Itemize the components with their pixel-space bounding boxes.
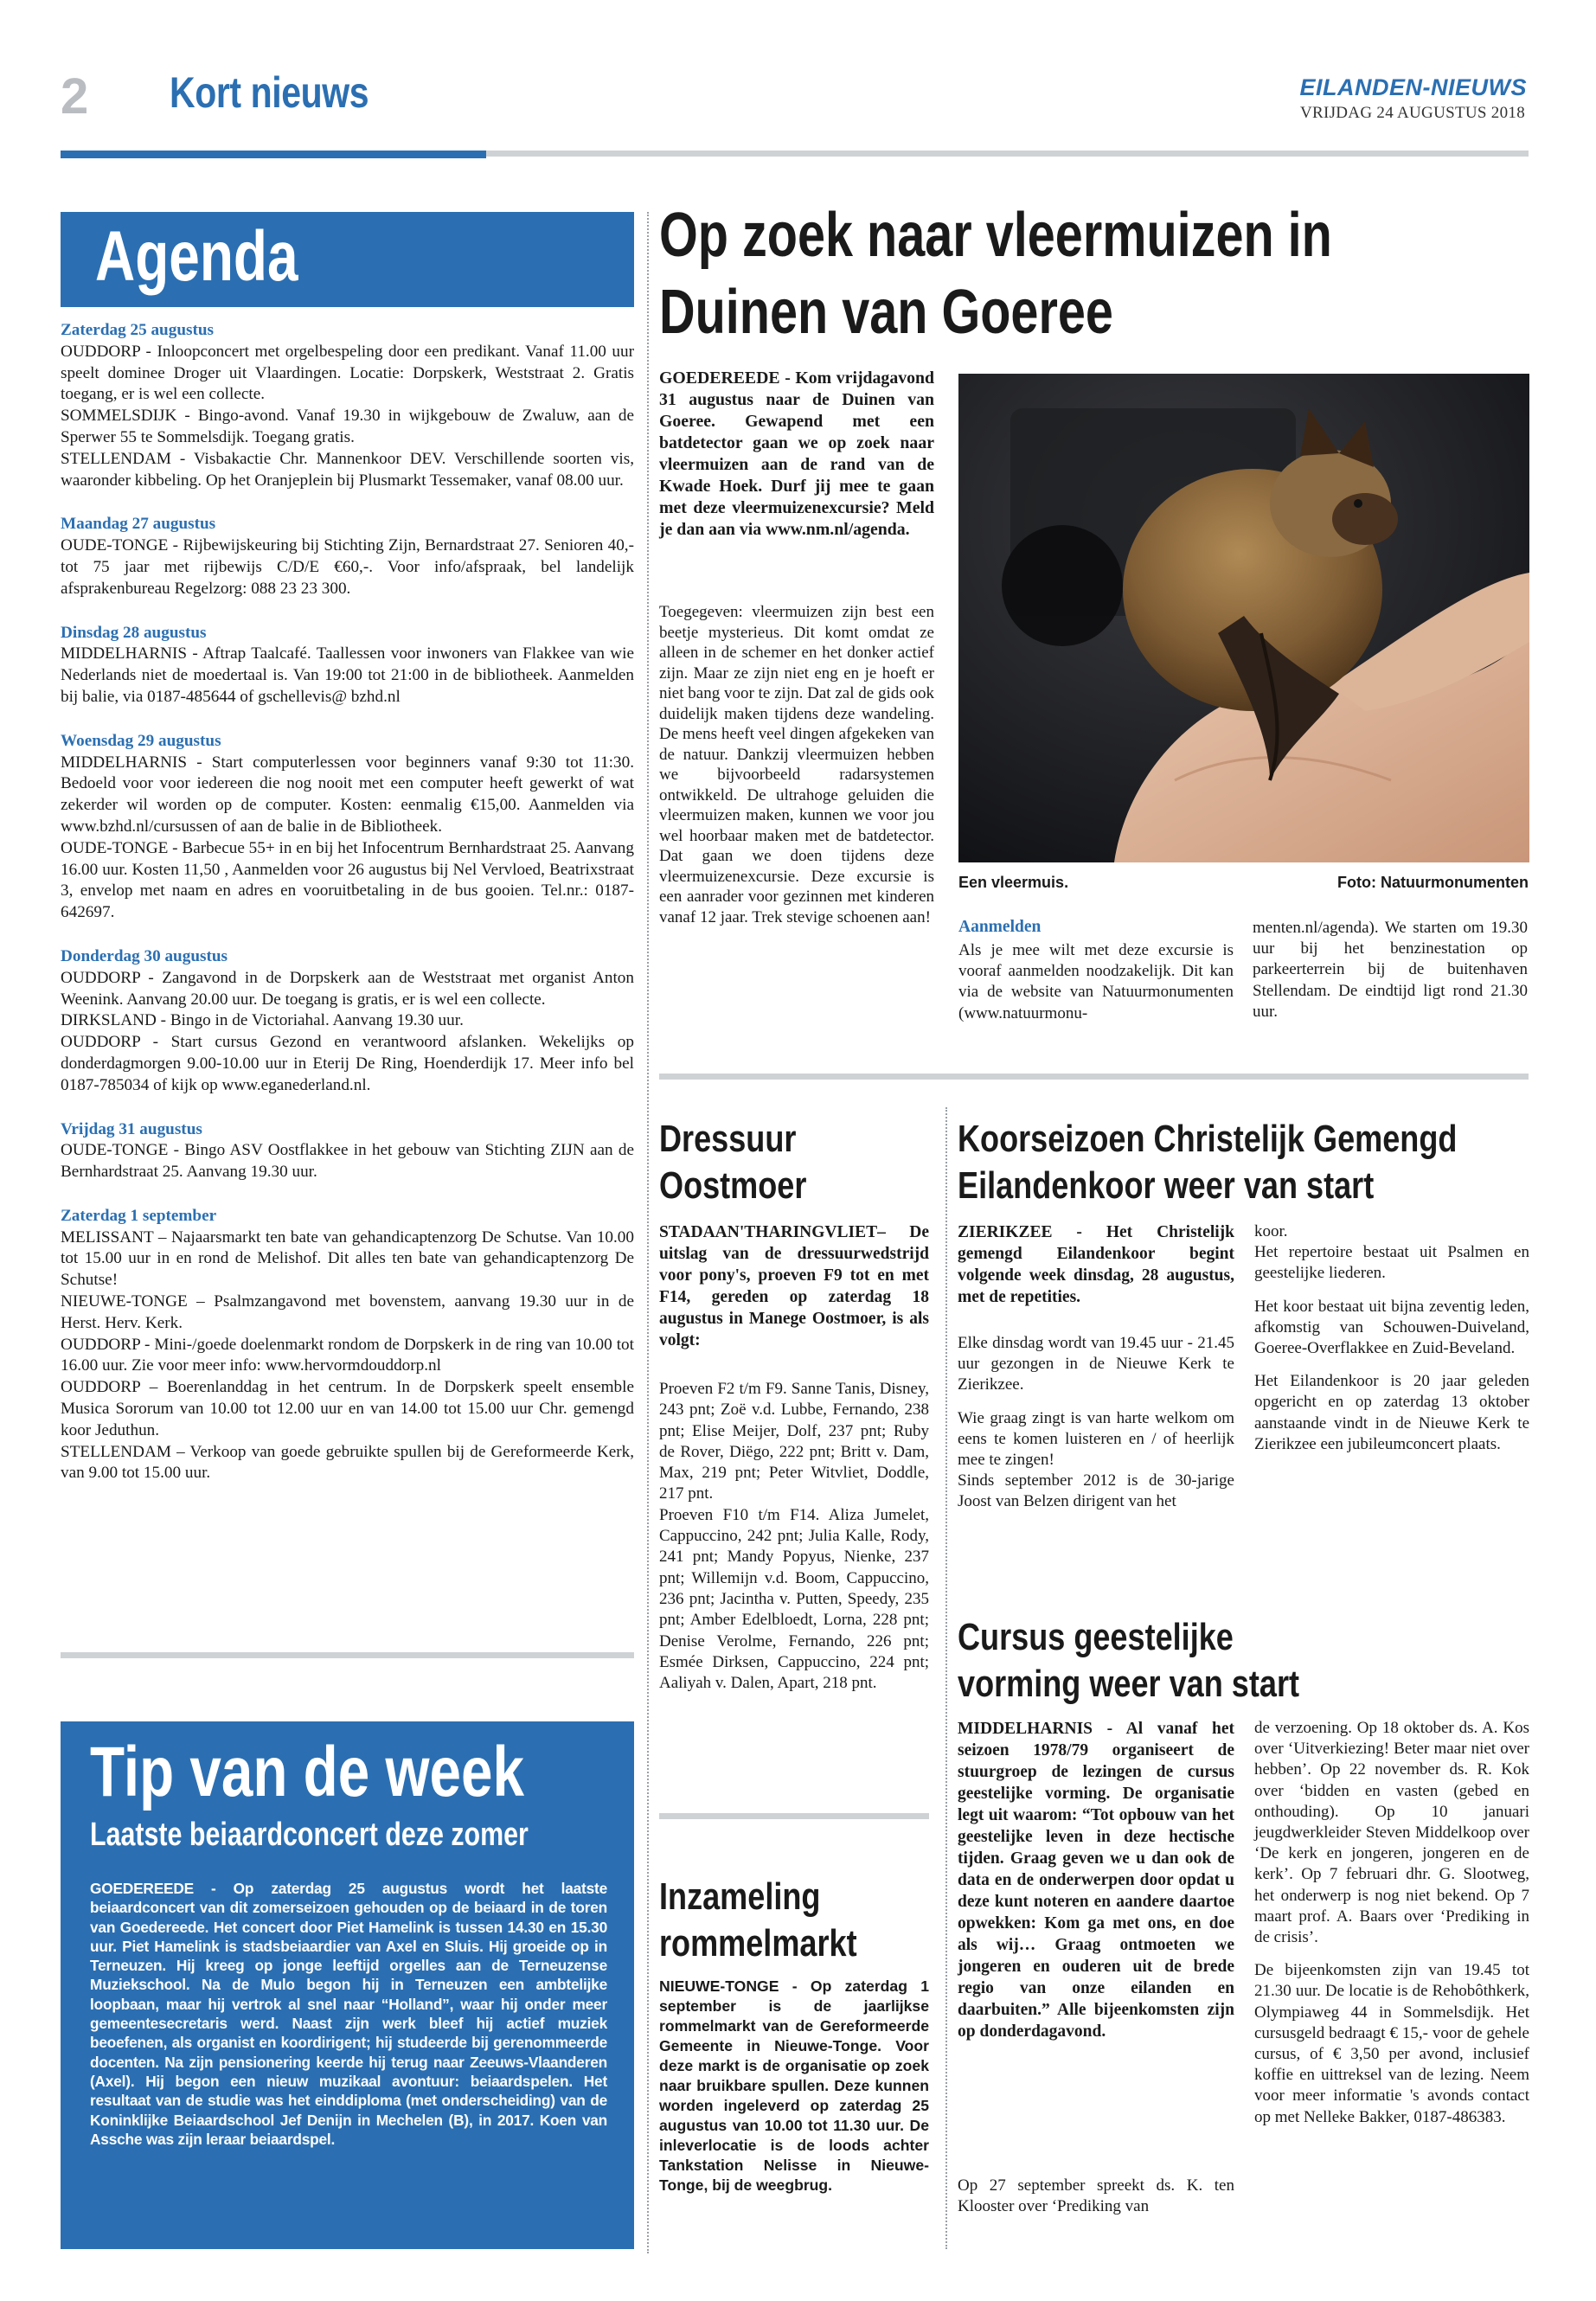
title-line: rommelmarkt	[659, 1922, 857, 1965]
paragraph: Wie graag zingt is van harte welkom om eens te komen luisteren en / of heerlijk mee te zingen!	[958, 1408, 1234, 1470]
agenda-item: OUDE-TONGE - Barbecue 55+ in en bij het Infocentrum Bernhardstraat 25. Aanvang 16.00 uur. Kosten 11,50 , Aanmelden voor 26 augustus bij Nel Vervloed, Beatrixstraat 3, envelop met naam en adres en vooruitbetaling in de bus gooien. Tel.nr.: 0187-642697.	[61, 838, 634, 922]
agenda-day-block	[61, 946, 634, 1097]
agenda-item: OUDDORP - Mini-/goede doelenmarkt rondom de Dorpskerk in de ring van 10.00 tot 16.00 uur. Zie voor meer info: www.hervormdouddorp.nl	[61, 1335, 634, 1375]
article-lead-dressuur: STADAAN'THARINGVLIET– De uitslag van de dressuurwedstrijd voor pony's, proeven F9 tot en met F14, gereden op zaterdag 18 augustus in Manege Oostmoer, is als volgt:	[659, 1223, 929, 1349]
agenda-day-heading: Zaterdag 25 augustus	[61, 321, 214, 339]
title-line: Inzameling	[659, 1875, 821, 1918]
results-f10-f14: Proeven F10 t/m F14. Aliza Jumelet, Cappuccino, 242 pnt; Julia Kalle, Rody, 241 pnt; Mandy Popyus, Nienke, 237 pnt; Willemijn v.d. Boom, Cappuccino, 236 pnt; Jacintha v. Putten, Speedy, 235 pnt; Amber Edelbloedt, Lorna, 228 pnt; Denise Verolme, Fernando, 226 pnt; Esmée Dirksen, Cappuccino, 224 pnt; Aaliyah v. Dalen, Apart, 218 pnt.	[659, 1505, 929, 1693]
agenda-day-heading: Zaterdag 1 september	[61, 1206, 217, 1225]
issue-date: VRIJDAG 24 AUGUSTUS 2018	[1299, 104, 1525, 122]
paragraph: Sinds september 2012 is de 30-jarige Joost van Belzen dirigent van het	[958, 1471, 1234, 1511]
agenda-item: MIDDELHARNIS - Aftrap Taalcafé. Taallessen voor inwoners van Flakkee van wie Nederlands niet de moedertaal is. Van 19:00 tot 21:00 in de bibliotheek. Aanmelden bij balie, via 0187-485644 of gschellevis@ bzhd.nl	[61, 644, 634, 706]
agenda-day-heading: Maandag 27 augustus	[61, 515, 216, 534]
paragraph: koor.	[1254, 1222, 1288, 1240]
column-divider	[647, 212, 649, 2253]
agenda-item: NIEUWE-TONGE – Psalmzangavond met bovenstem, aanvang 19.30 uur in de Herst. Herv. Kerk.	[61, 1292, 634, 1332]
aanmelden-text-col2: menten.nl/agenda). We starten om 19.30 uur bij het benzinestation op parkeerterrein bij de buitenhaven Stellendam. De eindtijd ligt rond 21.30 uur.	[1253, 919, 1528, 1021]
article-title-dressuur	[659, 1116, 806, 1209]
article-body-inzameling: NIEUWE-TONGE - Op zaterdag 1 september is de jaarlijkse rommelmarkt van de Gereformeerde Gemeente in Nieuwe-Tonge. Voor deze markt is de organisatie op zoek naar bruikbare spullen. Deze kunnen worden ingeleverd op zaterdag 25 augustus van 10.00 tot 11.30 uur. De inleverlocatie is de loods achter Tankstation Nelisse in Nieuwe-Tonge, bij de weegbrug.	[659, 1977, 929, 2194]
results-f2-f9: Proeven F2 t/m F9. Sanne Tanis, Disney, 243 pnt; Zoë v.d. Lubbe, Fernando, 238 pnt; Elise Meijer, Dolf, 237 pnt; Ruby de Rover, Diëgo, 222 pnt; Britt v. Dam, Max, 219 pnt; Peter Witvliet, Doddle, 217 pnt.	[659, 1380, 929, 1503]
article-body-dressuur	[659, 1379, 929, 1694]
agenda-day-block	[61, 1119, 634, 1183]
title-line: Oostmoer	[659, 1164, 807, 1207]
article-title-koor	[958, 1116, 1457, 1209]
photo-credit: Foto: Natuurmonumenten	[1337, 874, 1529, 891]
agenda-item: STELLENDAM – Verkoop van goede gebruikte spullen bij de Gereformeerde Kerk, van 9.00 tot 15.00 uur.	[61, 1442, 634, 1483]
article-body-cursus-col2	[1254, 1718, 1529, 2128]
section-rule	[659, 1074, 1529, 1080]
article-body-cursus-col1: Op 27 september spreekt ds. K. ten Klooster over ‘Prediking van	[958, 2176, 1234, 2216]
agenda-list	[61, 320, 634, 1507]
paragraph: de verzoening. Op 18 oktober ds. A. Kos over ‘Uitverkiezing! Beter maar niet over hebben’. Op 22 november ds. R. Kok over ‘bidden en vasten (gebed en onthouding). Op 10 januari jeugdwerkleider Steven Middelkoop over ‘De kerk en jongeren, jongeren en de kerk’. Op 7 februari dhr. G. Slootweg, het onderwerp is nog niet bekend. Op 7 maart prof. A. Baars over ‘Prediking in de crisis’.	[1254, 1719, 1529, 1947]
agenda-day-block	[61, 1206, 634, 1484]
article-lead-cursus: MIDDELHARNIS - Al vanaf het seizoen 1978/79 organiseert de stuurgroep de lezingen de cursus geestelijke vorming. De organisatie legt uit waarom: “Tot opbouw van het geestelijke leven in deze hectische tijden. Graag geven we u dan ook de data en de onderwerpen door opdat u deze kunt noteren en aandere daartoe opwekken: Kom ga met ons, en doe als wij… Graag ontmoeten we jongeren en ouderen uit de brede regio van onze eilanden en daarbuiten.” Alle bijeenkomsten zijn op donderdagavond.	[958, 1720, 1234, 2041]
article-lead-vleermuizen: GOEDEREEDE - Kom vrijdagavond 31 augustus naar de Duinen van Goeree. Gewapend met een batdetector gaan we op zoek naar vleermuizen aan de rand van de Kwade Hoek. Durf jij mee te gaan met deze vleermuizenexcursie? Meld je dan aan via www.nm.nl/agenda.	[659, 369, 934, 539]
article-title-vleermuizen: Op zoek naar vleermuizen in Duinen van Goeree	[659, 201, 1332, 347]
aanmelden-text-col1: Als je mee wilt met deze excursie is vooraf aanmelden noodzakelijk. Dit kan via de website van Natuurmonumenten (www.natuurmonu-	[958, 941, 1234, 1022]
article-title-cursus	[958, 1614, 1299, 1708]
section-title: Kort nieuws	[170, 68, 369, 117]
article-title-inzameling	[659, 1874, 857, 1967]
agenda-item: DIRKSLAND - Bingo in de Victoriahal. Aanvang 19.30 uur.	[61, 1011, 464, 1030]
title-line: Cursus geestelijke	[958, 1616, 1234, 1658]
title-line: vorming weer van start	[958, 1663, 1300, 1705]
agenda-day-block	[61, 514, 634, 599]
article-body-koor-col2	[1254, 1221, 1529, 1455]
tip-subtitle: Laatste beiaardconcert deze zomer	[90, 1817, 529, 1853]
paragraph: Elke dinsdag wordt van 19.45 uur - 21.45 uur gezongen in de Nieuwe Kerk te Zierikzee.	[958, 1334, 1234, 1394]
paper-logo: EILANDEN-NIEUWS	[1299, 74, 1527, 100]
agenda-day-heading: Dinsdag 28 augustus	[61, 623, 207, 642]
title-line: Dressuur	[659, 1118, 797, 1160]
agenda-item: MELISSANT – Najaarsmarkt ten bate van gehandicaptenzorg De Schutse. Van 10.00 tot 15.00 uur in en rond de Melishof. Dit alles ten bate van gehandicaptenzorg De Schutse!	[61, 1227, 634, 1290]
article-body-vleermuizen: Toegegeven: vleermuizen zijn best een beetje mysterieus. Dit komt omdat ze alleen in de schemer en het donker actief zijn. Maar ze zijn niet eng en je hoeft er niet bang voor te zijn. Dat zal de gids ook duidelijk maken tijdens deze wandeling. De mens heeft veel dingen afgekeken van de natuur. Dankzij vleermuizen hebben we bijvoorbeeld radarsystemen ontwikkeld. De ultrahoge geluiden die vleermuizen maken, kunnen we voor jou wel hoorbaar maken met de batdetector. Dat gaan we doen tijdens deze vleermuizenexcursie. Deze excursie is een aanrader voor gezinnen met kinderen vanaf 12 jaar. Trek stevige schoenen aan!	[659, 603, 934, 926]
title-line: Eilandenkoor weer van start	[958, 1164, 1375, 1207]
agenda-item: SOMMELSDIJK - Bingo-avond. Vanaf 19.30 in wijkgebouw de Zwaluw, aan de Sperwer 55 te Sommelsdijk. Toegang gratis.	[61, 407, 634, 446]
paragraph: Het Eilandenkoor is 20 jaar geleden opgericht en op zaterdag 13 oktober aanstaande vindt in de Nieuwe Kerk te Zierikzee een jubileumconcert plaats.	[1254, 1372, 1529, 1453]
column-divider	[945, 1107, 947, 2249]
agenda-end-rule	[61, 1652, 634, 1658]
agenda-item: OUDDORP - Start cursus Gezond en verantwoord afslanken. Wekelijks op donderdagmorgen 9.00-10.00 uur in Eterij De Ring, Hoenderdijk 17. Meer info bel 0187-785034 of kijk op www.eganederland.nl.	[61, 1033, 634, 1094]
tip-title: Tip van de week	[90, 1733, 524, 1811]
bat-photo-illustration	[958, 374, 1529, 862]
agenda-item: OUDDORP – Boerenlanddag in het centrum. In de Dorpskerk speelt ensemble Musica Sororum van 10.00 tot 12.00 uur en van 14.00 tot 15.00 uur Chr. gemengd koor Jeduthun.	[61, 1378, 634, 1439]
agenda-item: OUDE-TONGE - Rijbewijskeuring bij Stichting Zijn, Bernardstraat 27. Senioren 40,- tot 75 jaar met rijbewijs C/D/E €60,-. Voor info/afspraak, bel landelijk afsprakenbureau Regelzorg: 088 23 23 300.	[61, 536, 634, 598]
photo-caption: Een vleermuis.	[958, 874, 1069, 891]
paragraph: Het koor bestaat uit bijna zeventig leden, afkomstig van Schouwen-Duiveland, Goeree-Overflakkee en Zuid-Beveland.	[1254, 1297, 1529, 1358]
agenda-item: OUDE-TONGE - Bingo ASV Oostflakkee in het gebouw van Stichting ZIJN aan de Bernhardstraat 25. Aanvang 19.30 uur.	[61, 1141, 634, 1182]
bat-photo	[958, 374, 1529, 862]
section-rule	[659, 1813, 929, 1819]
agenda-item: MIDDELHARNIS - Start computerlessen voor beginners vanaf 9:30 tot 11:30. Bedoeld voor voor iedereen die nog nooit met een computer heeft gewerkt of wat zekerder wil worden op de computer. Kosten: eenmalig €15,00. Aanmelden via www.bzhd.nl/cursussen of aan de balie in de Bibliotheek.	[61, 753, 634, 836]
agenda-title: Agenda	[95, 217, 298, 296]
agenda-day-block	[61, 623, 634, 708]
page-number: 2	[61, 68, 89, 125]
title-line: Koorseizoen Christelijk Gemengd	[958, 1118, 1458, 1160]
tip-body: GOEDEREEDE - Op zaterdag 25 augustus wordt het laatste beiaardconcert van dit zomerseizoen gehouden op de beiaard in de toren van Goedereede. Het concert door Piet Hamelink is tussen 14.30 en 15.30 uur. Piet Hamelink is stadsbeiaardier van Axel en Sluis. Hij groeide op in Terneuzen. Hij kreeg op jonge leeftijd orgelles aan de Terneuzense Muziekschool. Na de Mulo begon hij in Terneuzen een ambtelijke loopbaan, maar hij vertrok al snel naar “Holland”, waar hij onder meer gemeentesecretaris werd. Naast zijn werk bleef hij actief muziek beoefenen, als organist en koordirigent; hij studeerde bij gerenommeerde docenten. Na zijn pensionering keerde hij terug naar Zeeuws-Vlaanderen (Axel). Hij begon een nieuw muzikaal avontuur: beiaardspelen. Het resultaat van de studie was het einddiploma (met onderscheiding) van de Koninklijke Beiaardschool Jef Denijn in Mechelen (B), in 2017. Koen van Assche was zijn leraar beiaardspel.	[90, 1880, 607, 2148]
article-lead-koor: ZIERIKZEE - Het Christelijk gemengd Eilandenkoor begint volgende week dinsdag, 28 augustus, met de repetities.	[958, 1223, 1234, 1306]
agenda-item: OUDDORP - Inloopconcert met orgelbespeling door een predikant. Vanaf 11.00 uur speelt dominee Droger uit Vlaardingen. Locatie: Dorpskerk, Weststraat 2. Gratis toegang, er is wel een collecte.	[61, 342, 634, 404]
agenda-day-block	[61, 731, 634, 924]
article-body-koor-col1	[958, 1333, 1234, 1513]
agenda-day-heading: Woensdag 29 augustus	[61, 731, 221, 750]
agenda-item: OUDDORP - Zangavond in de Dorpskerk aan de Weststraat met organist Anton Weenink. Aanvang 20.00 uur. De toegang is gratis, er is wel een collecte.	[61, 968, 634, 1009]
agenda-day-block	[61, 320, 634, 491]
agenda-day-heading: Donderdag 30 augustus	[61, 946, 228, 965]
paragraph: De bijeenkomsten zijn van 19.45 tot 21.30 uur. De locatie is de Rehobôthkerk, Olympiaweg 44 in Sommelsdijk. Het cursusgeld bedraagt € 15,- voor de gehele cursus, of € 3,50 per avond, inclusief koffie en uittreksel van de lezing. Neem voor meer informatie 's avonds contact op met Nelleke Bakker, 0187-486383.	[1254, 1961, 1529, 2126]
paragraph: Het repertoire bestaat uit Psalmen en geestelijke liederen.	[1254, 1243, 1529, 1283]
agenda-item: STELLENDAM - Visbakactie Chr. Mannenkoor DEV. Verschillende soorten vis, waaronder kibbeling. Op het Oranjeplein bij Plusmarkt Tessemaker, vanaf 08.00 uur.	[61, 449, 634, 490]
subheading-aanmelden: Aanmelden	[958, 918, 1042, 936]
agenda-day-heading: Vrijdag 31 augustus	[61, 1119, 202, 1138]
header-rule-accent	[61, 151, 486, 158]
